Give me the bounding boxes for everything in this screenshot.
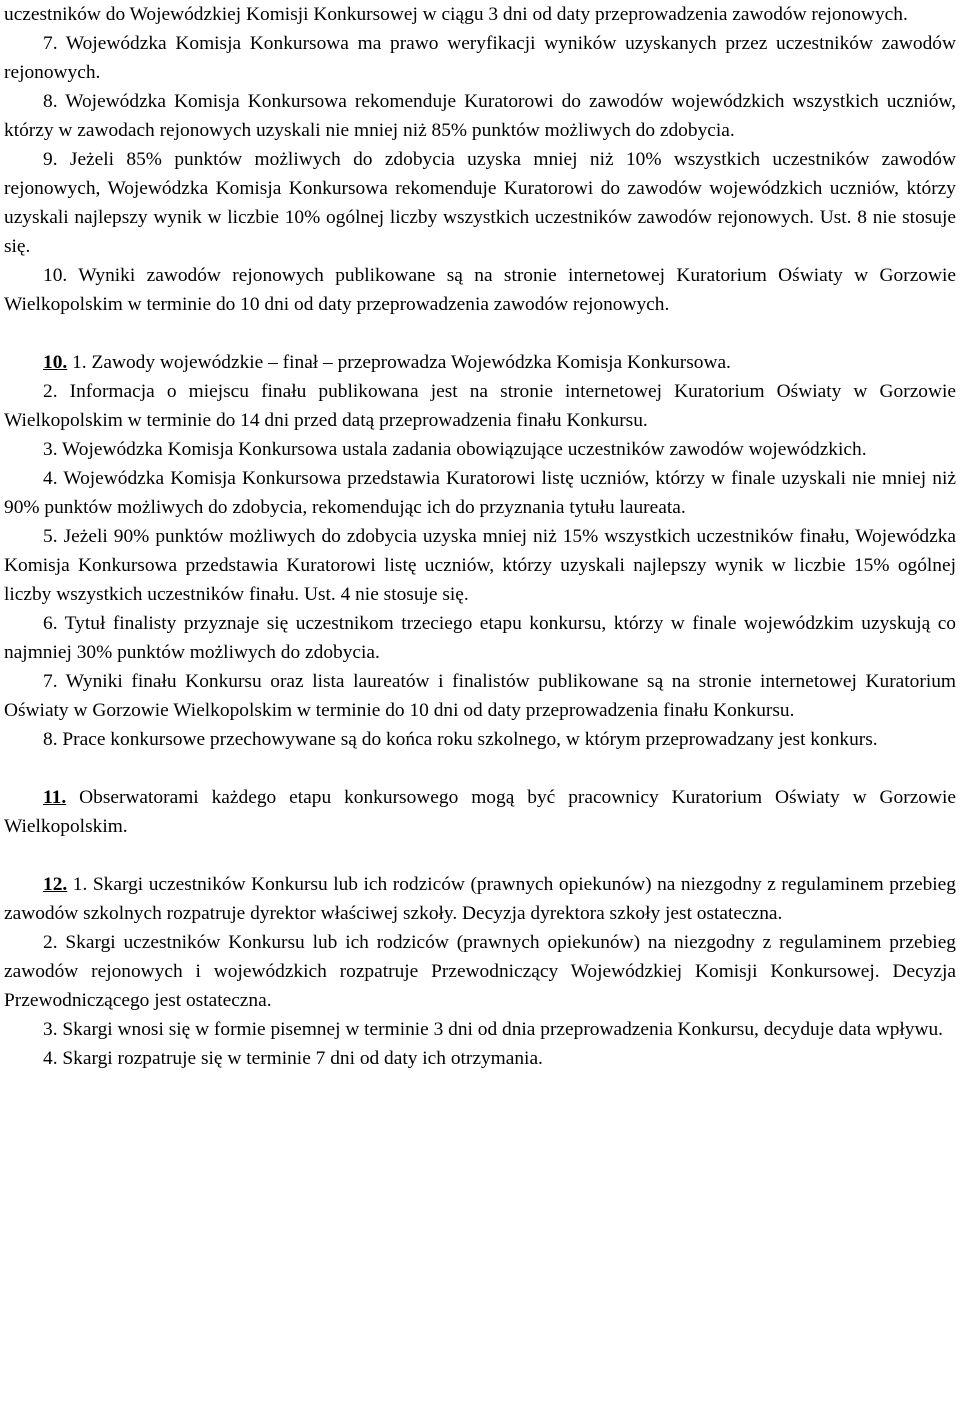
- section-10-number: 10.: [43, 352, 68, 373]
- paragraph-s9-10: 10. Wyniki zawodów rejonowych publikowane są na stronie internetowej Kuratorium Oświaty w Gorzowie Wielkopolskim w terminie do 10 dni od daty przeprowadzenia zawodów rejonowych.: [4, 265, 956, 315]
- paragraph-s10-4: 4. Wojewódzka Komisja Konkursowa przedstawia Kuratorowi listę uczniów, którzy w finale uzyskali nie mniej niż 90% punktów możliwych do zdobycia, rekomendując ich do przyznania tytułu laureata.: [4, 468, 956, 518]
- section-gap: [4, 841, 956, 870]
- section-12-number: 12.: [43, 874, 68, 895]
- section-10-paragraph-1: [4, 348, 956, 377]
- section-11-number: 11.: [43, 787, 67, 808]
- paragraph-intro-continuation: uczestników do Wojewódzkiej Komisji Konkursowej w ciągu 3 dni od daty przeprowadzenia zawodów rejonowych.: [4, 4, 908, 25]
- paragraph-s9-9: 9. Jeżeli 85% punktów możliwych do zdobycia uzyska mniej niż 10% wszystkich uczestników zawodów rejonowych, Wojewódzka Komisja Konkursowa rekomenduje Kuratorowi do zawodów wojewódzkich uczniów, którzy uzyskali najlepszy wynik w liczbie 10% ogólnej liczby wszystkich uczestników zawodów rejonowych. Ust. 8 nie stosuje się.: [4, 149, 956, 257]
- section-10-p1-text: 1. Zawody wojewódzkie – finał – przeprowadza Wojewódzka Komisja Konkursowa.: [72, 352, 731, 373]
- paragraph-s10-5: 5. Jeżeli 90% punktów możliwych do zdobycia uzyska mniej niż 15% wszystkich uczestników finału, Wojewódzka Komisja Konkursowa przedstawia Kuratorowi listę uczniów, którzy uzyskali najlepszy wynik w liczbie 15% ogólnej liczby wszystkich uczestników finału. Ust. 4 nie stosuje się.: [4, 526, 956, 605]
- paragraph-s10-7: 7. Wyniki finału Konkursu oraz lista laureatów i finalistów publikowane są na stronie internetowej Kuratorium Oświaty w Gorzowie Wielkopolskim w terminie do 10 dni od daty przeprowadzenia finału Konkursu.: [4, 671, 956, 721]
- paragraph-s12-2: 2. Skargi uczestników Konkursu lub ich rodziców (prawnych opiekunów) na niezgodny z regulaminem przebieg zawodów rejonowych i wojewódzkich rozpatruje Przewodniczący Wojewódzkiej Komisji Konkursowej. Decyzja Przewodniczącego jest ostateczna.: [4, 932, 956, 1011]
- section-12-paragraph-1: [4, 870, 956, 928]
- section-gap: [4, 754, 956, 783]
- section-11-text: Obserwatorami każdego etapu konkursowego mogą być pracownicy Kuratorium Oświaty w Gorzowie Wielkopolskim.: [4, 787, 956, 837]
- paragraph-s10-3: 3. Wojewódzka Komisja Konkursowa ustala zadania obowiązujące uczestników zawodów wojewódzkich.: [43, 439, 867, 460]
- section-gap: [4, 319, 956, 348]
- paragraph-s9-7: 7. Wojewódzka Komisja Konkursowa ma prawo weryfikacji wyników uzyskanych przez uczestników zawodów rejonowych.: [4, 33, 956, 83]
- section-11-paragraph: [4, 783, 956, 841]
- paragraph-s10-8: 8. Prace konkursowe przechowywane są do końca roku szkolnego, w którym przeprowadzany jest konkurs.: [43, 729, 878, 750]
- section-12-p1-text: 1. Skargi uczestników Konkursu lub ich rodziców (prawnych opiekunów) na niezgodny z regulaminem przebieg zawodów szkolnych rozpatruje dyrektor właściwej szkoły. Decyzja dyrektora szkoły jest ostateczna.: [4, 874, 956, 924]
- paragraph-s12-4: 4. Skargi rozpatruje się w terminie 7 dni od daty ich otrzymania.: [43, 1048, 543, 1069]
- paragraph-s10-6: 6. Tytuł finalisty przyznaje się uczestnikom trzeciego etapu konkursu, którzy w finale wojewódzkim uzyskują co najmniej 30% punktów możliwych do zdobycia.: [4, 613, 956, 663]
- paragraph-s9-8: 8. Wojewódzka Komisja Konkursowa rekomenduje Kuratorowi do zawodów wojewódzkich wszystkich uczniów, którzy w zawodach rejonowych uzyskali nie mniej niż 85% punktów możliwych do zdobycia.: [4, 91, 956, 141]
- paragraph-s10-2: 2. Informacja o miejscu finału publikowana jest na stronie internetowej Kuratorium Oświaty w Gorzowie Wielkopolskim w terminie do 14 dni przed datą przeprowadzenia finału Konkursu.: [4, 381, 956, 431]
- paragraph-s12-3: 3. Skargi wnosi się w formie pisemnej w terminie 3 dni od dnia przeprowadzenia Konkursu, decyduje data wpływu.: [43, 1019, 944, 1040]
